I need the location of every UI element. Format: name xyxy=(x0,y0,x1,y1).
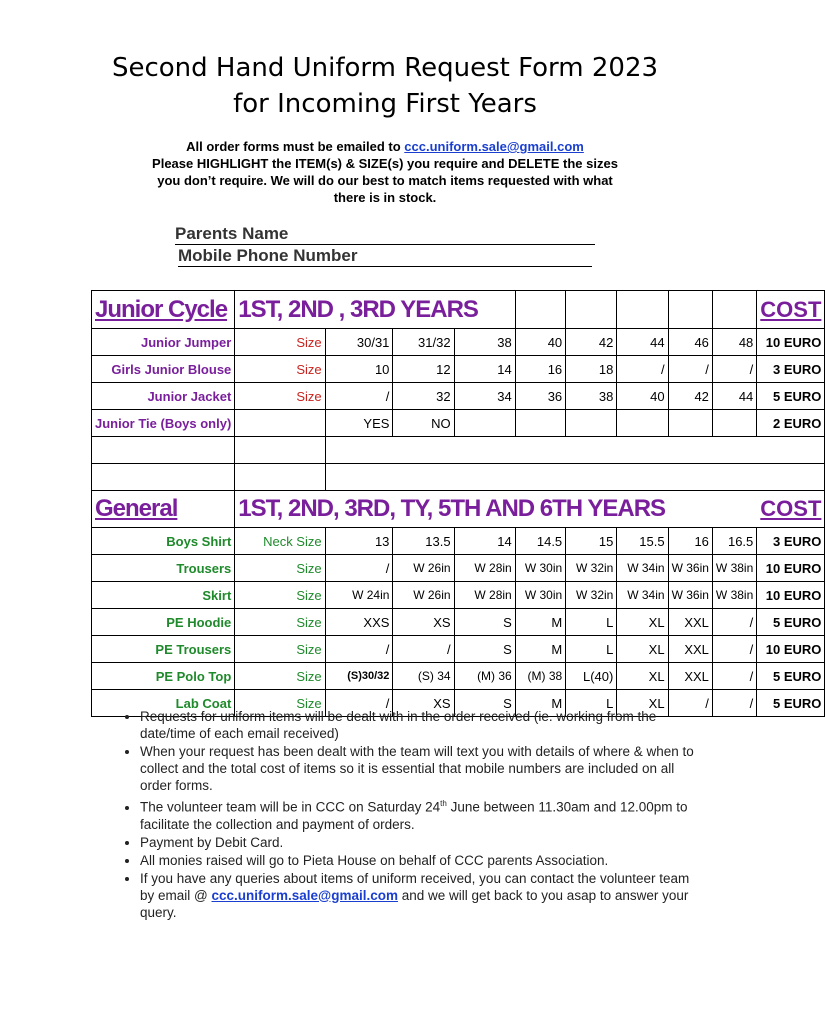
size-option[interactable] xyxy=(617,410,668,437)
size-option[interactable]: 42 xyxy=(668,383,712,410)
size-option[interactable]: 30/31 xyxy=(325,329,393,356)
size-option[interactable]: S xyxy=(454,690,515,717)
size-option[interactable]: XXL xyxy=(668,609,712,636)
size-label[interactable]: Size xyxy=(235,582,325,609)
size-option[interactable]: 40 xyxy=(617,383,668,410)
email-link[interactable]: ccc.uniform.sale@gmail.com xyxy=(404,139,584,154)
size-option[interactable]: NO xyxy=(393,410,454,437)
item-cost[interactable]: 10 EURO xyxy=(757,555,825,582)
size-option[interactable]: 14 xyxy=(454,356,515,383)
title-line-2: for Incoming First Years xyxy=(233,89,537,119)
size-option[interactable]: L(40) xyxy=(566,663,617,690)
note-text: and we will get back to you asap to answer your query. xyxy=(140,887,689,920)
mobile-number-label: Mobile Phone Number xyxy=(178,246,358,265)
general-heading: General xyxy=(95,495,178,522)
size-option[interactable]: XL xyxy=(617,636,668,663)
size-option[interactable]: XL xyxy=(617,690,668,717)
size-option[interactable]: 32 xyxy=(393,383,454,410)
junior-heading-cell xyxy=(92,291,235,329)
size-option[interactable]: W 34in xyxy=(617,582,668,609)
empty-cell xyxy=(92,437,235,464)
size-option[interactable]: 16 xyxy=(668,528,712,555)
size-label[interactable]: Size xyxy=(235,555,325,582)
size-option[interactable]: W 36in xyxy=(668,582,712,609)
size-option[interactable]: W 34in xyxy=(617,555,668,582)
empty-cell xyxy=(325,464,825,491)
table-row xyxy=(92,609,825,636)
instructions xyxy=(100,138,670,206)
size-option[interactable]: / xyxy=(393,636,454,663)
cost-header: COST xyxy=(760,296,822,322)
size-option[interactable]: 31/32 xyxy=(393,329,454,356)
size-option[interactable]: 12 xyxy=(393,356,454,383)
instructions-line-2: Please HIGHLIGHT the ITEM(s) & SIZE(s) you require and DELETE the sizes xyxy=(152,156,618,171)
size-option[interactable]: / xyxy=(712,609,756,636)
size-option[interactable]: XXS xyxy=(325,609,393,636)
general-heading-cell xyxy=(92,491,235,528)
size-option[interactable]: (M) 36 xyxy=(454,663,515,690)
size-option[interactable]: / xyxy=(325,383,393,410)
size-label[interactable]: Size xyxy=(235,690,325,717)
size-option[interactable]: / xyxy=(668,356,712,383)
table-row xyxy=(92,663,825,690)
size-option[interactable]: M xyxy=(515,690,565,717)
general-years-cell xyxy=(235,491,668,528)
empty-cell xyxy=(92,464,235,491)
form-title xyxy=(0,50,770,122)
item-cost[interactable]: 5 EURO xyxy=(757,609,825,636)
size-option[interactable]: W 36in xyxy=(668,555,712,582)
email-link[interactable]: ccc.uniform.sale@gmail.com xyxy=(211,887,398,903)
note-text: June between 11.30am and 12.00pm to facilitate the collection and payment of orders. xyxy=(140,799,688,832)
size-option[interactable]: W 24in xyxy=(325,582,393,609)
size-option[interactable]: W 30in xyxy=(515,555,565,582)
size-option[interactable]: XL xyxy=(617,663,668,690)
size-option[interactable]: 44 xyxy=(712,383,756,410)
item-cost[interactable]: 5 EURO xyxy=(757,663,825,690)
size-option[interactable]: W 30in xyxy=(515,582,565,609)
size-option[interactable]: W 26in xyxy=(393,582,454,609)
size-label[interactable]: Size xyxy=(235,356,325,383)
parents-name-label: Parents Name xyxy=(175,224,289,243)
size-option[interactable]: L xyxy=(566,636,617,663)
cost-header: COST xyxy=(760,496,822,521)
empty-cell xyxy=(712,291,756,329)
size-option[interactable]: XXL xyxy=(668,636,712,663)
size-option[interactable]: / xyxy=(325,636,393,663)
size-option[interactable]: 16.5 xyxy=(712,528,756,555)
note-item xyxy=(140,870,700,921)
table-row xyxy=(92,329,825,356)
item-cost[interactable]: 2 EURO xyxy=(757,410,825,437)
note-text: If you have any queries about items of uniform received, you can contact the volunteer team by email @ xyxy=(140,870,690,903)
table-row xyxy=(92,555,825,582)
size-option[interactable] xyxy=(566,410,617,437)
size-option[interactable]: / xyxy=(325,555,393,582)
size-option[interactable]: 40 xyxy=(515,329,565,356)
size-option[interactable]: (S) 34 xyxy=(393,663,454,690)
table-row xyxy=(92,582,825,609)
table-row xyxy=(92,528,825,555)
empty-cell xyxy=(235,437,325,464)
item-cost[interactable]: 10 EURO xyxy=(757,329,825,356)
junior-years-cell xyxy=(235,291,515,329)
size-option[interactable]: W 28in xyxy=(454,582,515,609)
size-option[interactable]: 34 xyxy=(454,383,515,410)
table-row xyxy=(92,410,825,437)
size-option[interactable]: L xyxy=(566,609,617,636)
size-option[interactable]: 15.5 xyxy=(617,528,668,555)
size-option[interactable] xyxy=(454,410,515,437)
junior-cost-cell xyxy=(757,291,825,329)
note-sup: th xyxy=(440,799,447,808)
title-line-1: Second Hand Uniform Request Form 2023 xyxy=(111,53,659,83)
size-label[interactable]: Size xyxy=(235,636,325,663)
junior-header-row xyxy=(92,291,825,329)
junior-heading: Junior Cycle xyxy=(95,295,228,323)
size-label[interactable]: Size xyxy=(235,329,325,356)
size-option[interactable]: 48 xyxy=(712,329,756,356)
item-cost[interactable]: 10 EURO xyxy=(757,582,825,609)
item-name[interactable]: Junior Jumper xyxy=(92,329,235,356)
note-item: • Payment by Debit Card. xyxy=(140,834,700,851)
size-option[interactable]: W 32in xyxy=(566,555,617,582)
size-option[interactable]: M xyxy=(515,609,565,636)
size-option[interactable]: 42 xyxy=(566,329,617,356)
size-option[interactable]: XS xyxy=(393,690,454,717)
size-option[interactable]: W 38in xyxy=(712,582,756,609)
empty-cell xyxy=(566,291,617,329)
item-name[interactable]: PE Trousers xyxy=(92,636,235,663)
note-item: • Requests for uniform items will be dealt with in the order received (ie. working from the date/time of each email received) xyxy=(140,708,700,742)
item-cost[interactable]: 5 EURO xyxy=(757,690,825,717)
mobile-number-field[interactable] xyxy=(178,246,592,267)
size-option[interactable]: 15 xyxy=(566,528,617,555)
note-text: The volunteer team will be in CCC on Saturday 24 xyxy=(140,799,441,815)
item-name[interactable]: PE Polo Top xyxy=(92,663,235,690)
table-row xyxy=(92,383,825,410)
item-name[interactable]: Lab Coat xyxy=(92,690,235,717)
size-option[interactable]: W 32in xyxy=(566,582,617,609)
size-option[interactable]: M xyxy=(515,636,565,663)
size-option[interactable]: / xyxy=(668,690,712,717)
blank-row xyxy=(92,437,825,464)
size-option[interactable]: 38 xyxy=(566,383,617,410)
instructions-line-1: All order forms must be emailed to xyxy=(186,139,405,154)
item-name[interactable]: Skirt xyxy=(92,582,235,609)
empty-cell xyxy=(235,464,325,491)
size-option[interactable]: S xyxy=(454,636,515,663)
size-option[interactable] xyxy=(712,410,756,437)
general-cost-cell xyxy=(757,491,825,528)
note-item: • All monies raised will go to Pieta House on behalf of CCC parents Association. xyxy=(140,852,700,869)
size-label[interactable]: Neck Size xyxy=(235,528,325,555)
size-option[interactable]: S xyxy=(454,609,515,636)
size-option[interactable]: 13 xyxy=(325,528,393,555)
item-name[interactable]: Boys Shirt xyxy=(92,528,235,555)
size-option[interactable]: L xyxy=(566,690,617,717)
general-header-row xyxy=(92,491,825,528)
size-option[interactable]: 38 xyxy=(454,329,515,356)
empty-cell xyxy=(617,291,668,329)
item-cost[interactable]: 3 EURO xyxy=(757,528,825,555)
parents-name-field[interactable] xyxy=(175,224,595,245)
item-name[interactable]: PE Hoodie xyxy=(92,609,235,636)
size-option[interactable]: W 28in xyxy=(454,555,515,582)
size-option[interactable]: 18 xyxy=(566,356,617,383)
item-name[interactable]: Trousers xyxy=(92,555,235,582)
size-option[interactable]: (S)30/32 xyxy=(325,663,393,690)
table-row xyxy=(92,356,825,383)
size-option[interactable] xyxy=(515,410,565,437)
size-option[interactable]: / xyxy=(712,636,756,663)
size-option[interactable]: 14 xyxy=(454,528,515,555)
size-label[interactable] xyxy=(235,410,325,437)
empty-cell xyxy=(668,491,712,528)
size-option[interactable]: / xyxy=(617,356,668,383)
notes-list xyxy=(118,708,700,922)
empty-cell xyxy=(712,491,756,528)
size-option[interactable]: XS xyxy=(393,609,454,636)
size-option[interactable]: / xyxy=(712,356,756,383)
size-option[interactable]: / xyxy=(712,690,756,717)
blank-row xyxy=(92,464,825,491)
size-option[interactable]: (M) 38 xyxy=(515,663,565,690)
item-cost[interactable]: 3 EURO xyxy=(757,356,825,383)
size-option[interactable] xyxy=(668,410,712,437)
size-label[interactable]: Size xyxy=(235,663,325,690)
size-label[interactable]: Size xyxy=(235,383,325,410)
item-name[interactable]: Junior Tie (Boys only) xyxy=(92,410,235,437)
size-option[interactable]: YES xyxy=(325,410,393,437)
size-option[interactable]: 44 xyxy=(617,329,668,356)
size-option[interactable]: W 26in xyxy=(393,555,454,582)
table-row xyxy=(92,636,825,663)
item-name[interactable]: Junior Jacket xyxy=(92,383,235,410)
junior-years-label: 1ST, 2ND , 3RD YEARS xyxy=(238,295,478,323)
empty-cell xyxy=(668,291,712,329)
size-option[interactable]: 46 xyxy=(668,329,712,356)
size-option[interactable]: 10 xyxy=(325,356,393,383)
size-option[interactable]: / xyxy=(712,663,756,690)
item-cost[interactable]: 10 EURO xyxy=(757,636,825,663)
empty-cell xyxy=(515,291,565,329)
size-option[interactable]: / xyxy=(325,690,393,717)
item-cost[interactable]: 5 EURO xyxy=(757,383,825,410)
instructions-line-4: there is in stock. xyxy=(333,190,437,205)
size-option[interactable]: 13.5 xyxy=(393,528,454,555)
note-item: • When your request has been dealt with the team will text you with details of where & when to collect and the total cost of items so it is essential that mobile numbers are included on all order forms. xyxy=(140,743,700,794)
empty-cell xyxy=(325,437,825,464)
size-label[interactable]: Size xyxy=(235,609,325,636)
size-option[interactable]: XL xyxy=(617,609,668,636)
general-years-label: 1ST, 2ND, 3RD, TY, 5TH AND 6TH YEARS xyxy=(238,495,666,522)
note-item xyxy=(140,795,700,833)
item-name[interactable]: Girls Junior Blouse xyxy=(92,356,235,383)
size-option[interactable]: 16 xyxy=(515,356,565,383)
size-option[interactable]: 14.5 xyxy=(515,528,565,555)
uniform-table xyxy=(91,290,825,717)
instructions-line-3: you don’t require. We will do our best to match items requested with what xyxy=(157,173,613,188)
size-option[interactable]: XXL xyxy=(668,663,712,690)
size-option[interactable]: W 38in xyxy=(712,555,756,582)
size-option[interactable]: 36 xyxy=(515,383,565,410)
